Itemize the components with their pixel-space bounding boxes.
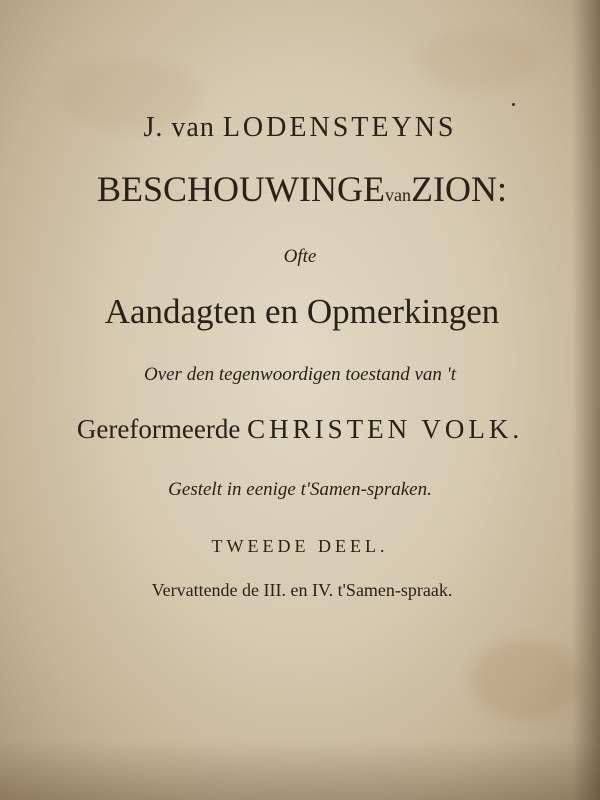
subtitle: Aandagten en Opmerkingen	[104, 292, 500, 331]
author-line	[20, 112, 580, 144]
dialogue-line: Gestelt in eenige t'Samen-spraken.	[168, 479, 432, 500]
author-prefix: J. van	[143, 112, 223, 143]
main-title-part-1: BESCHOUWINGE	[97, 169, 385, 209]
paper-stain	[420, 30, 540, 90]
volume-line: TWEEDE DEEL.	[211, 536, 389, 556]
ofte-line: Ofte	[283, 246, 317, 267]
main-title-van: van	[385, 185, 411, 205]
ink-speck	[512, 103, 515, 106]
congregation-caps: CHRISTEN VOLK.	[247, 414, 524, 444]
page-bottom-shadow	[0, 740, 600, 800]
congregation-line	[20, 414, 580, 445]
page-edge-shadow	[572, 0, 600, 800]
main-title-part-2: ZION:	[411, 169, 507, 209]
congregation-prefix: Gereformeerde	[76, 414, 248, 444]
author-name: LODENSTEYNS	[222, 112, 457, 143]
main-title	[22, 168, 582, 210]
contents-line: Vervattende de III. en IV. t'Samen-spraak.	[151, 580, 453, 600]
paper-stain	[470, 640, 580, 720]
description-line: Over den tegenwoordigen toestand van 't	[143, 364, 457, 385]
